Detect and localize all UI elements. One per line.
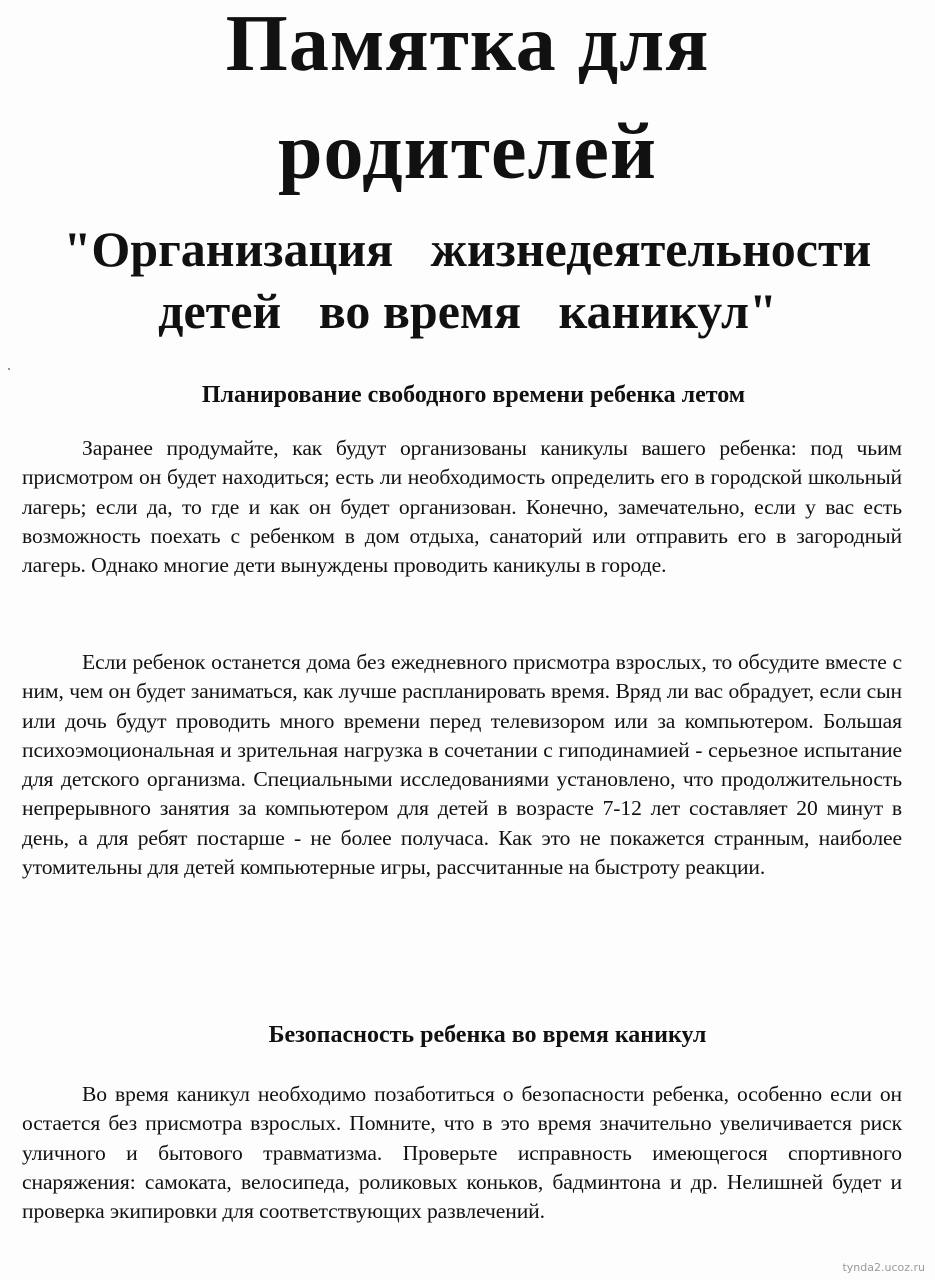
paragraph-planning-2: Если ребенок останется дома без ежедневного присмотра взрослых, то обсудите вместе с ним, чем он будет заниматься, как лучше распланировать время. Вряд ли вас обрадует, если сын или дочь будут проводить много времени перед телевизором или за компьютером. Большая психоэмоциональная и зрительная нагрузка в сочетании с гиподинамией - серьезное испытание для детского организма. Специальными исследованиями установлено, что продолжительность непрерывного занятия за компьютером для детей в возрасте 7-12 лет составляет 20 минут в день, а для ребят постарше - не более получаса. Как это не покажется странным, наиболее утомительны для детей компьютерные игры, рассчитанные на быстроту реакции. — [22, 650, 902, 880]
document-title-line-1: Памятка для — [225, 0, 710, 88]
section-heading-safety: Безопасность ребенка во время каникул — [268, 1022, 707, 1048]
document-subtitle-line-1: "Организация жизнедеятельности — [63, 221, 872, 277]
paragraph-safety-1: Во время каникул необходимо позаботиться о безопасности ребенка, особенно если он остается без присмотра взрослых. Помните, что в это время значительно увеличивается риск уличного и бытового травматизма. Проверьте исправность имеющегося спортивного снаряжения: самоката, велосипеда, роликовых коньков, бадминтона и др. Нелишней будет и проверка экипировки для соответствующих развлечений. — [22, 1082, 902, 1224]
paragraph-planning-1: Заранее продумайте, как будут организованы каникулы вашего ребенка: под чьим присмотром он будет находиться; есть ли необходимость определить его в городской школьный лагерь; если да, то где и как он будет организован. Конечно, замечательно, если у вас есть возможность поехать с ребенком в дом отдыха, санаторий или отправить его в загородный лагерь. Однако многие дети вынуждены проводить каникулы в городе. — [22, 436, 902, 578]
document-title-line-2: родителей — [277, 108, 658, 196]
scan-speck — [8, 368, 10, 370]
section-heading-planning: Планирование свободного времени ребенка летом — [201, 382, 746, 408]
document-subtitle-line-2: детей во время каникул" — [158, 283, 777, 339]
site-watermark: tynda2.ucoz.ru — [842, 1261, 925, 1274]
